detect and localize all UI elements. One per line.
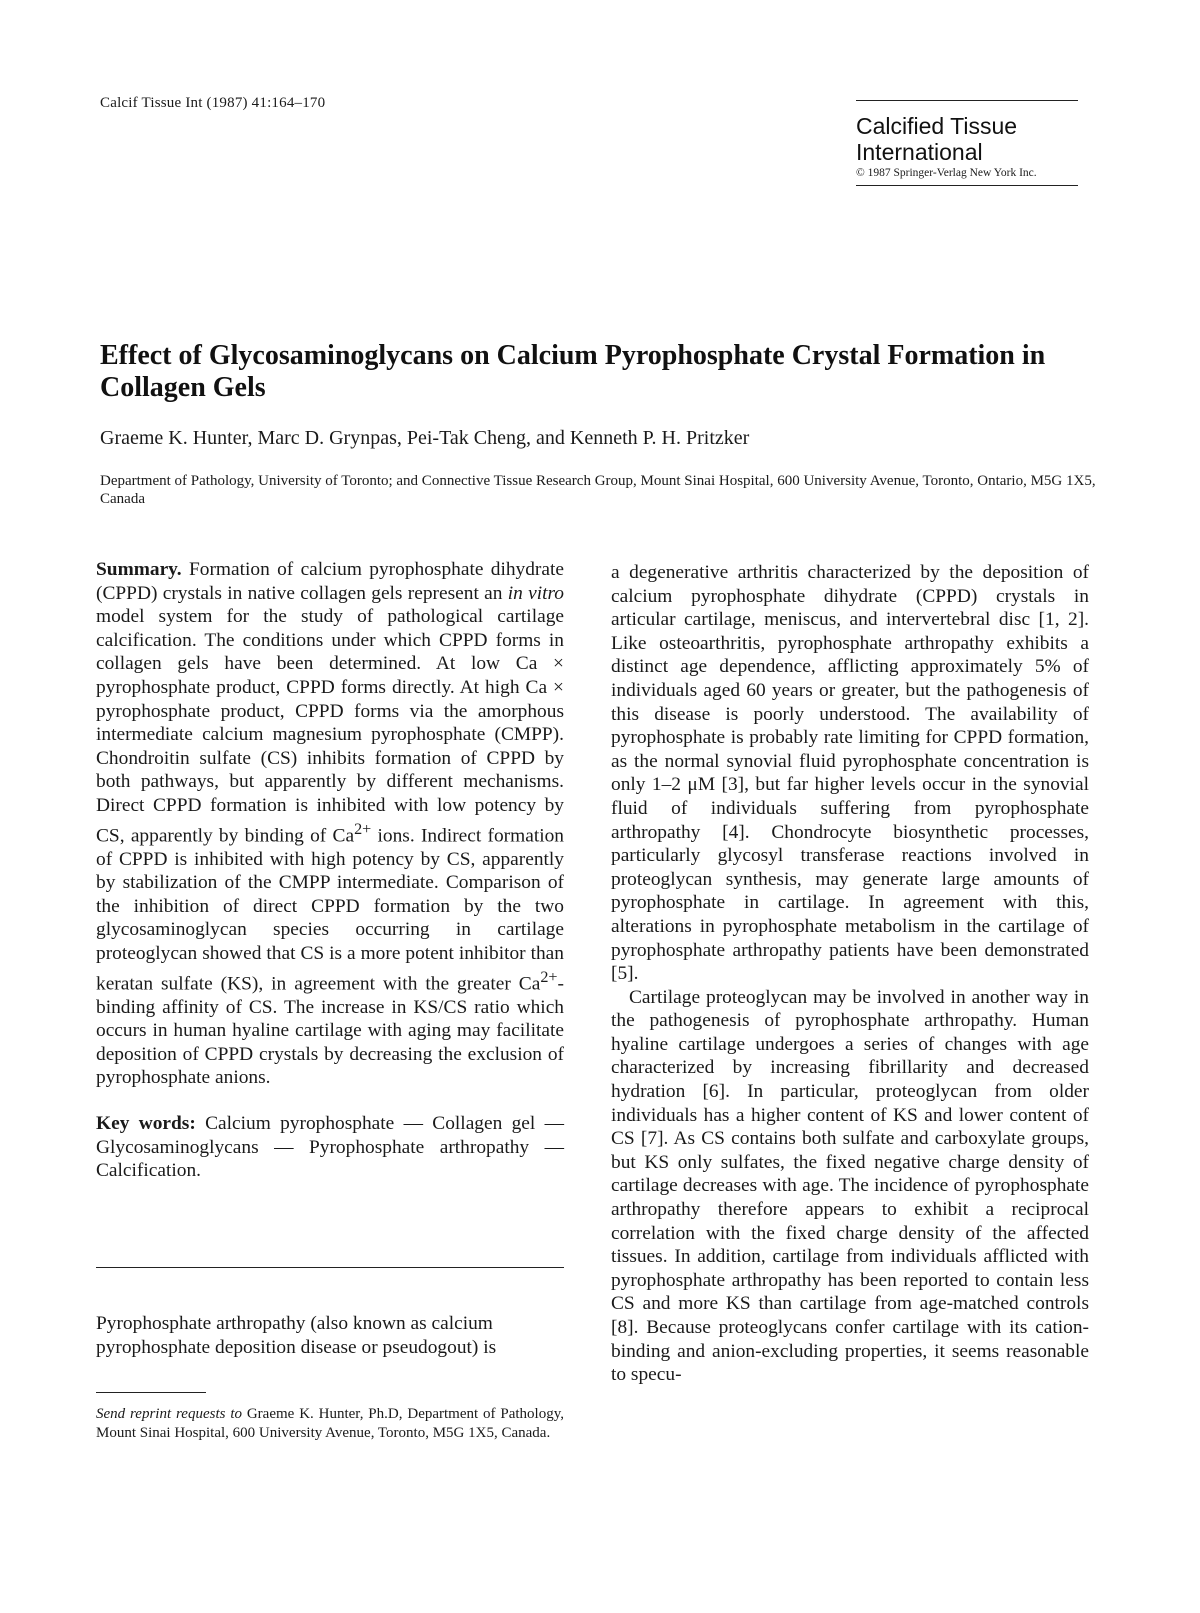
summary-text-3: ions. Indirect formation of CPPD is inhibited with high potency by CS, apparently by stabilization of the CMPP intermediate. Comparison of the inhibition of direct CPPD formation by the two glycosaminoglycan species occurring in cartilage proteoglycan showed that CS is a more potent inhibitor than keratan sulfate (KS), in agreement with the greater Ca (96, 825, 564, 995)
summary-text-2: model system for the study of pathological cartilage calcification. The conditions under which CPPD forms in collagen gels have been determined. At low Ca × pyrophosphate product, CPPD forms directly. At high Ca × pyrophosphate product, CPPD forms via the amorphous intermediate calcium magnesium pyrophosphate (CMPP). Chondroitin sulfate (CS) inhibits formation of CPPD by both pathways, but apparently by different mechanisms. Direct CPPD formation is inhibited with low potency by CS, apparently by binding of Ca (96, 606, 564, 846)
keywords-text: Calcium pyrophosphate — Collagen gel — Glycosaminoglycans — Pyrophosphate arthropathy — Calcification. (96, 1113, 564, 1182)
keywords-paragraph (96, 1112, 564, 1183)
author-affiliation: Department of Pathology, University of Toronto; and Connective Tissue Research Group, Mount Sinai Hospital, 600 University Avenue, Toronto, Ontario, M5G 1X5, Canada (100, 473, 1096, 507)
summary-text-4: -binding affinity of CS. The increase in KS/CS ratio which occurs in human hyaline cartilage with aging may facilitate deposition of CPPD crystals by decreasing the exclusion of pyrophosphate anions. (96, 973, 564, 1089)
journal-name-line2: International (856, 139, 983, 165)
footnote-text: Graeme K. Hunter, Ph.D, Department of Pathology, Mount Sinai Hospital, 600 University Avenue, Toronto, M5G 1X5, Canada. (96, 1406, 565, 1441)
section-divider (96, 1267, 564, 1268)
right-column (611, 561, 1089, 1387)
journal-name-line1: Calcified Tissue (856, 113, 1018, 139)
journal-citation: Calcif Tissue Int (1987) 41:164–170 (100, 95, 326, 111)
reprint-footnote (96, 1405, 564, 1443)
summary-label: Summary. (96, 559, 182, 580)
intro-paragraph-2: Cartilage proteoglycan may be involved in another way in the pathogenesis of pyrophosphate arthropathy. Human hyaline cartilage undergoes a series of changes with age characterized by increasing fibrillarity and decreased hydration [6]. In particular, proteoglycan from older individuals has a higher content of KS and lower content of CS [7]. As CS contains both sulfate and carboxylate groups, but KS only sulfates, the fixed negative charge density of cartilage decreases with age. The incidence of pyrophosphate arthropathy therefore appears to exhibit a reciprocal correlation with the fixed charge density of the affected tissues. In addition, cartilage from individuals afflicted with pyrophosphate arthropathy has been reported to contain less CS and more KS than cartilage from age-matched controls [8]. Because proteoglycans confer cartilage with its cation-binding and anion-excluding properties, it seems reasonable to specu- (611, 986, 1089, 1386)
footnote-label: Send reprint requests to (96, 1406, 242, 1422)
copyright-notice: © 1987 Springer-Verlag New York Inc. (856, 167, 1037, 179)
footnote-rule (96, 1392, 206, 1393)
summary-italic: in vitro (507, 582, 564, 604)
left-column (96, 558, 564, 1183)
superscript-charge: 2+ (354, 820, 372, 838)
author-list: Graeme K. Hunter, Marc D. Grynpas, Pei-Tak Cheng, and Kenneth P. H. Pritzker (100, 427, 750, 449)
masthead-bottom-rule (856, 185, 1078, 186)
journal-name (856, 113, 1078, 165)
keywords-label: Key words: (96, 1113, 196, 1134)
superscript-charge: 2+ (540, 968, 558, 986)
intro-paragraph-left: Pyrophosphate arthropathy (also known as calcium pyrophosphate deposition disease or pseudogout) is (96, 1313, 497, 1358)
masthead-top-rule (856, 100, 1078, 101)
summary-paragraph (96, 558, 564, 1090)
journal-masthead (856, 100, 1078, 186)
intro-paragraph-1: a degenerative arthritis characterized by the deposition of calcium pyrophosphate dihydrate (CPPD) crystals in articular cartilage, meniscus, and intervertebral disc [1, 2]. Like osteoarthritis, pyrophosphate arthropathy exhibits a distinct age dependence, afflicting approximately 5% of individuals aged 60 years or greater, but the pathogenesis of this disease is poorly understood. The availability of pyrophosphate is probably rate limiting for CPPD formation, as the normal synovial fluid pyrophosphate concentration is only 1–2 μM [3], but far higher levels occur in the synovial fluid of individuals suffering from pyrophosphate arthropathy [4]. Chondrocyte biosynthetic processes, particularly glycosyl transferase reactions involved in proteoglycan synthesis, may generate large amounts of pyrophosphate in cartilage. In agreement with this, alterations in pyrophosphate metabolism in the cartilage of pyrophosphate arthropathy patients have been demonstrated [5]. (611, 562, 1089, 985)
article-title: Effect of Glycosaminoglycans on Calcium Pyrophosphate Crystal Formation in Collagen Gels (100, 340, 1046, 403)
summary-text-1: Formation of calcium pyrophosphate dihydrate (CPPD) crystals in native collagen gels represent an (96, 559, 564, 604)
